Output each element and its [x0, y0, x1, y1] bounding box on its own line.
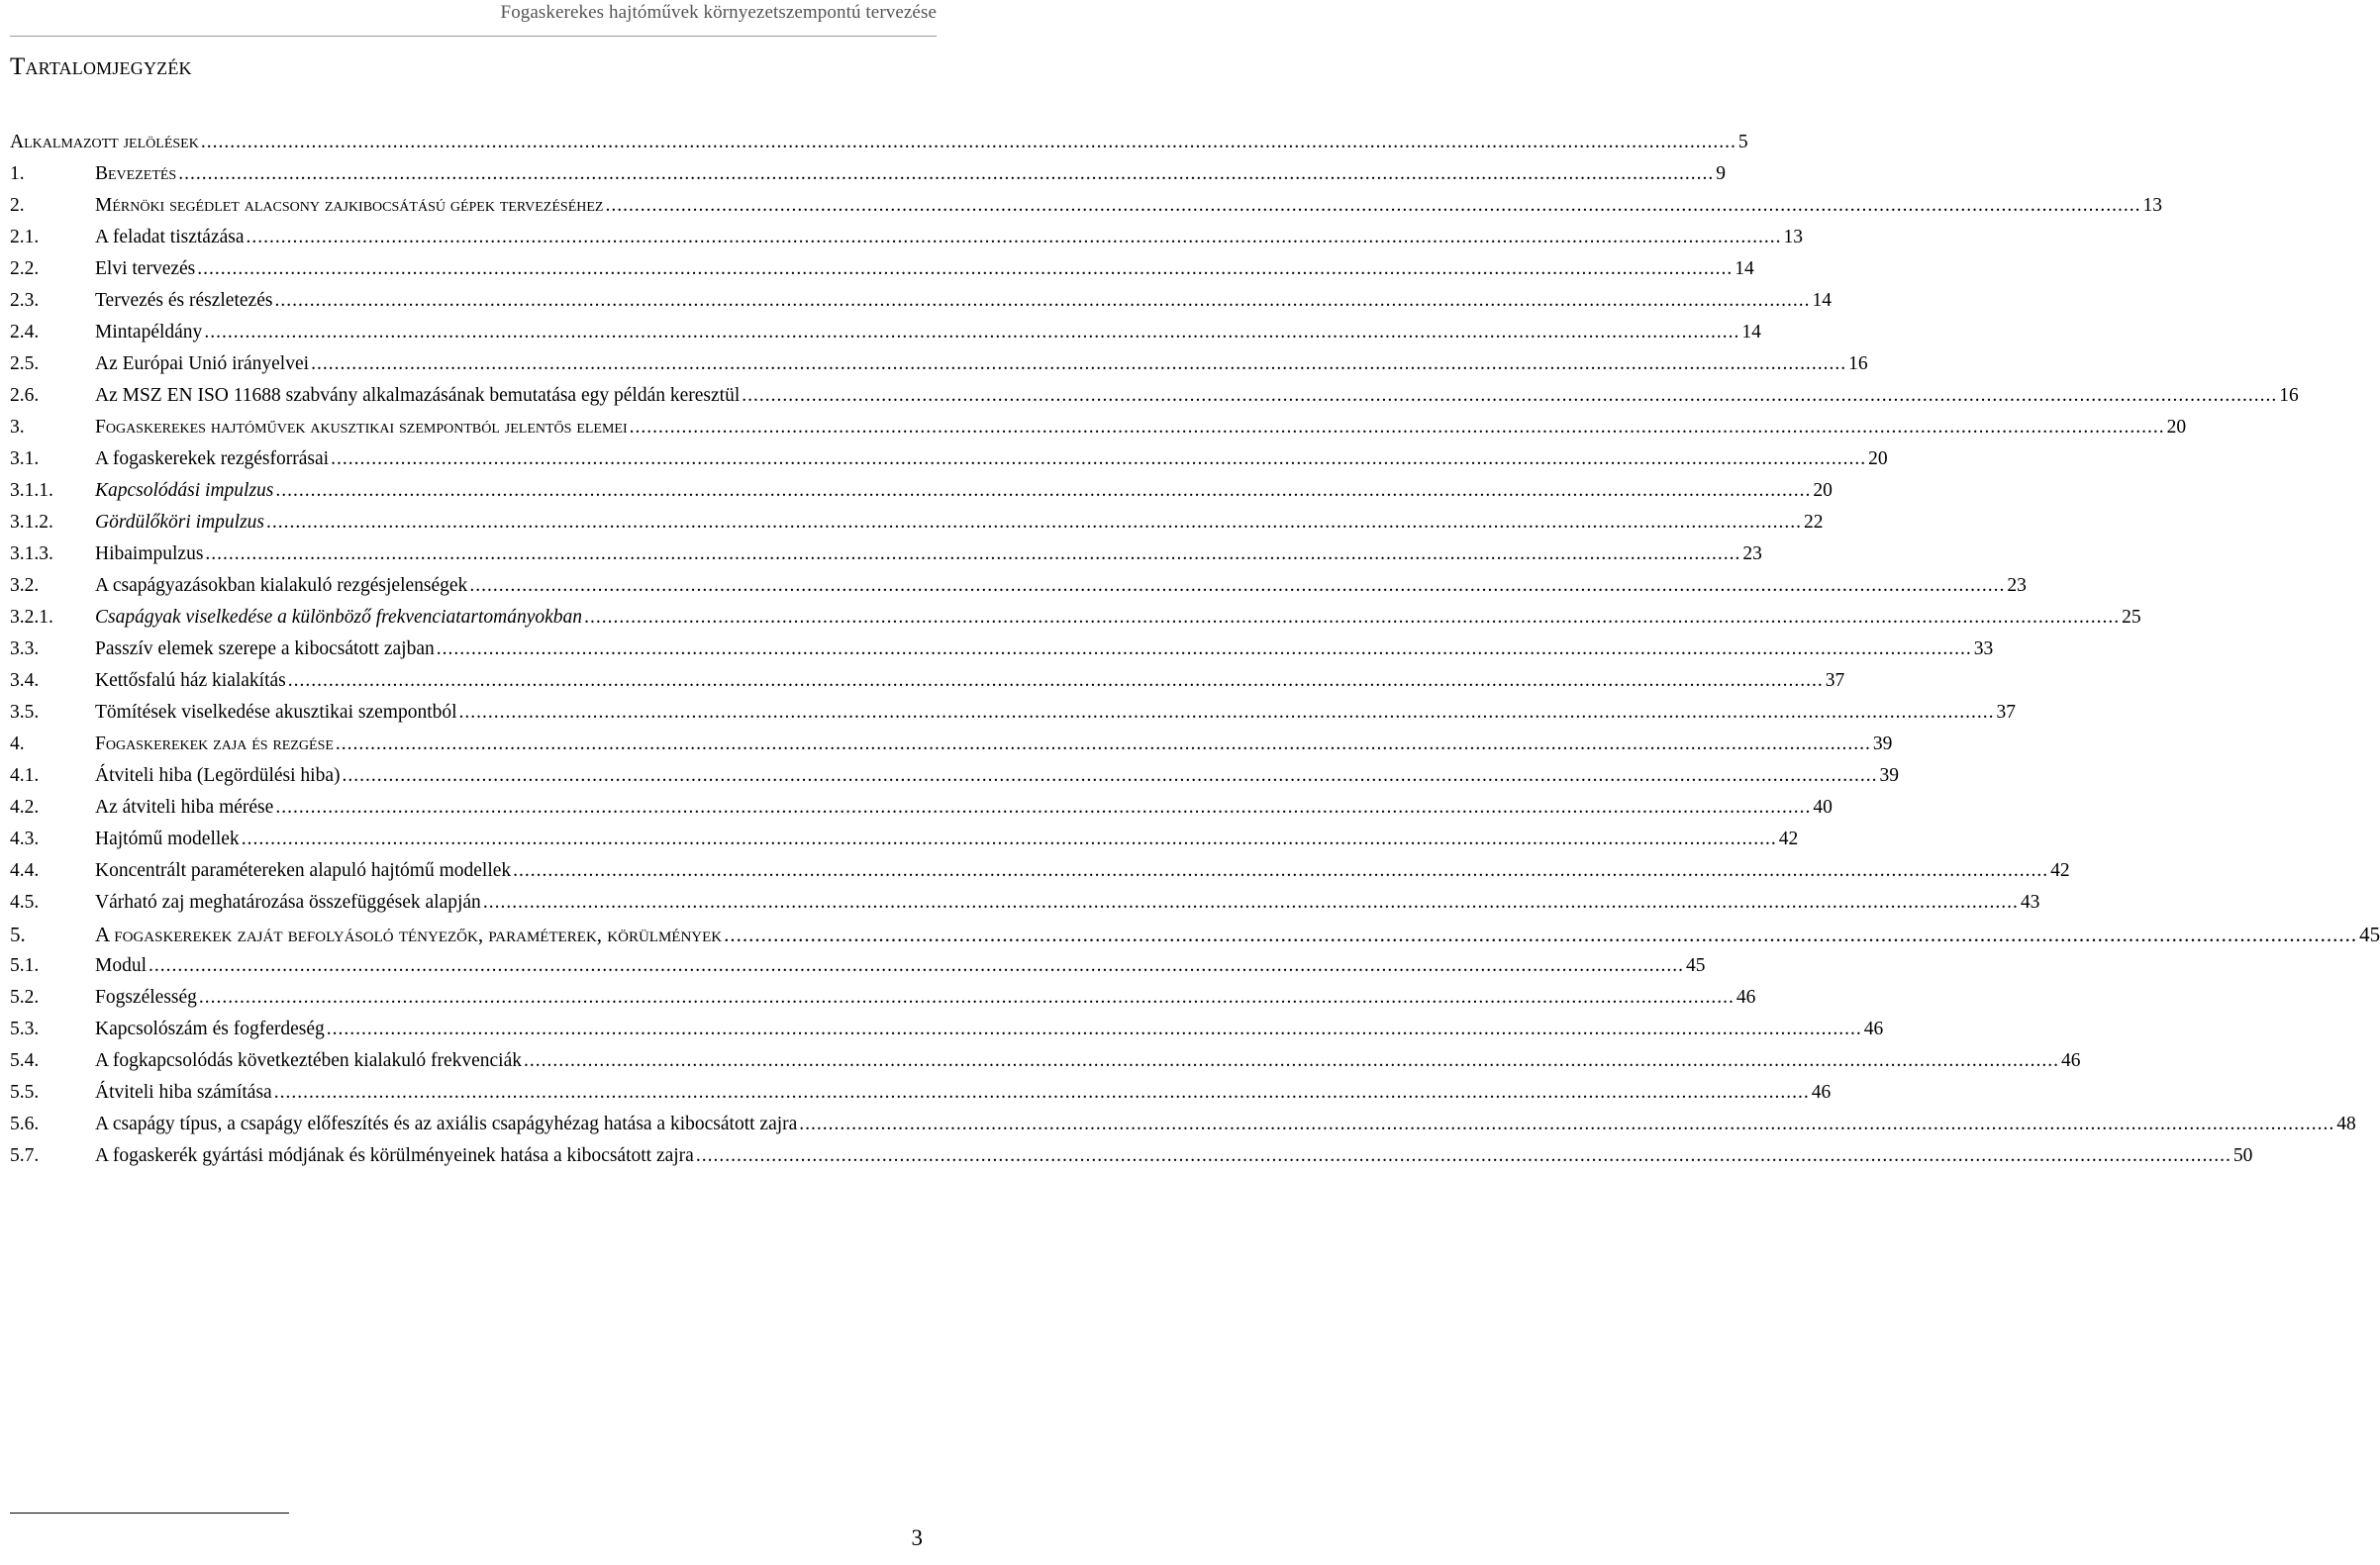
toc-entry[interactable]: [10, 665, 1845, 697]
toc-entry-page: 20: [2166, 417, 2187, 438]
toc-dot-leader: [605, 195, 2140, 217]
toc-dot-leader: [266, 512, 1802, 534]
toc-entry-page: 37: [1825, 670, 1845, 691]
toc-entry-page: 45: [1686, 955, 1706, 976]
toc-dot-leader: [205, 543, 1740, 565]
toc-entry[interactable]: [10, 412, 2187, 443]
toc-dot-leader: [199, 987, 1735, 1009]
footer-rule: [10, 1513, 289, 1514]
toc-dot-leader: [459, 702, 1995, 724]
toc-dot-leader: [584, 607, 2120, 629]
toc-entry[interactable]: [10, 760, 1899, 792]
toc-entry-page: 23: [1742, 543, 1762, 564]
toc-entry-page: 16: [2279, 385, 2299, 406]
toc-entry-title: A feladat tisztázása: [95, 227, 245, 247]
toc-entry-title: A csapágy típus, a csapágy előfeszítés és az axiális csapágyhézag hatása a kibocsátott zajra: [95, 1114, 798, 1134]
toc-entry-title: A fogaskerekek zaját befolyásoló tényezők, paraméterek, körülmények: [95, 922, 723, 946]
toc-entry[interactable]: [10, 1014, 1884, 1045]
toc-entry[interactable]: [10, 634, 1994, 665]
toc-entry-page: 20: [1868, 448, 1888, 469]
toc-entry-title: Passzív elemek szerepe a kibocsátott zajban: [95, 638, 435, 659]
toc-entry-title: A fogaskerék gyártási módjának és körülményeinek hatása a kibocsátott zajra: [95, 1145, 694, 1166]
toc-entry[interactable]: [10, 1077, 1832, 1109]
toc-entry-number: 5.6.: [10, 1114, 40, 1134]
toc-entry-number: 5.2.: [10, 987, 40, 1008]
toc-dot-leader: [331, 448, 1866, 470]
toc-dot-leader: [799, 1114, 2334, 1135]
toc-entry[interactable]: [10, 919, 2380, 950]
toc-dot-leader: [724, 923, 2357, 947]
toc-dot-leader: [336, 734, 1871, 755]
toc-entry-title: A fogaskerekek rezgésforrásai: [95, 448, 330, 469]
toc-entry-title: Alkalmazott jelölések: [10, 132, 199, 152]
toc-entry[interactable]: [10, 507, 1824, 538]
toc-entry-number: 4.5.: [10, 892, 40, 913]
toc-entry-title: Az Európai Unió irányelvei: [95, 353, 310, 374]
toc-entry[interactable]: [10, 380, 2299, 412]
toc-entry[interactable]: [10, 1140, 2253, 1172]
toc-entry-number: 3.1.1.: [10, 480, 53, 501]
toc-entry-number: 4.4.: [10, 860, 40, 881]
toc-dot-leader: [275, 480, 1811, 502]
header-rule: [10, 36, 937, 37]
running-header: Fogaskerekes hajtóművek környezetszempontú tervezése: [500, 2, 937, 23]
toc-entry-page: 33: [1973, 638, 1994, 659]
toc-entry-number: 2.4.: [10, 322, 40, 342]
toc-entry-number: 3.1.2.: [10, 512, 53, 533]
toc-entry-title: Hajtómű modellek: [95, 829, 240, 849]
toc-dot-leader: [275, 797, 1811, 819]
toc-entry-page: 45: [2359, 922, 2380, 946]
toc-dot-leader: [288, 670, 1824, 692]
toc-entry[interactable]: [10, 127, 1748, 158]
toc-dot-leader: [630, 417, 2165, 439]
toc-entry[interactable]: [10, 982, 1756, 1014]
toc-entry-page: 23: [2007, 575, 2027, 596]
toc-entry[interactable]: [10, 729, 1893, 760]
toc-entry[interactable]: [10, 158, 1726, 190]
toc-entry-title: Kettősfalú ház kialakítás: [95, 670, 286, 691]
toc-dot-leader: [201, 132, 1736, 153]
toc-entry-title: A csapágyazásokban kialakuló rezgésjelenségek: [95, 575, 468, 596]
toc-dot-leader: [178, 163, 1714, 185]
toc-entry-page: 46: [1735, 987, 1756, 1008]
toc-entry-number: 2.2.: [10, 258, 40, 279]
toc-dot-leader: [524, 1050, 2059, 1072]
toc-dot-leader: [204, 322, 1739, 343]
toc-entry-title: Bevezetés: [95, 163, 177, 184]
toc-dot-leader: [437, 638, 1972, 660]
toc-entry-page: 46: [1863, 1019, 1884, 1039]
toc-entry-page: 46: [2061, 1050, 2081, 1071]
toc-entry-title: Tervezés és részletezés: [95, 290, 273, 311]
page-number: 3: [911, 1525, 923, 1550]
toc-entry[interactable]: [10, 824, 1799, 855]
toc-entry-number: 3.: [10, 417, 25, 438]
toc-entry[interactable]: [10, 253, 1754, 285]
toc-entry[interactable]: [10, 348, 1868, 380]
toc-entry-number: 2.6.: [10, 385, 40, 406]
toc-entry[interactable]: [10, 570, 2027, 602]
toc-title: Tartalomjegyzék: [10, 53, 192, 80]
toc-entry-title: Kapcsolódási impulzus: [95, 480, 274, 501]
toc-entry-page: 42: [2050, 860, 2070, 881]
toc-entry-title: Kapcsolószám és fogferdeség: [95, 1019, 325, 1039]
toc-entry-title: Fogszélesség: [95, 987, 197, 1008]
toc-entry-page: 50: [2232, 1145, 2253, 1166]
toc-entry[interactable]: [10, 222, 1804, 253]
toc-entry[interactable]: [10, 190, 2162, 222]
toc-entry-title: Hibaimpulzus: [95, 543, 204, 564]
toc-entry-number: 1.: [10, 163, 25, 184]
toc-entry-title: Koncentrált paramétereken alapuló hajtómű modellek: [95, 860, 512, 881]
toc-entry-number: 2.3.: [10, 290, 40, 311]
toc-dot-leader: [327, 1019, 1862, 1040]
toc-entry-page: 43: [2020, 892, 2040, 913]
toc-entry-page: 14: [1741, 322, 1761, 342]
toc-entry-title: Átviteli hiba (Legördülési hiba): [95, 765, 341, 786]
toc-entry-page: 5: [1737, 132, 1748, 152]
toc-dot-leader: [274, 1082, 1810, 1104]
toc-entry[interactable]: [10, 443, 1888, 475]
toc-entry-title: Mintapéldány: [95, 322, 203, 342]
toc-dot-leader: [696, 1145, 2231, 1167]
toc-entry-page: 48: [2336, 1114, 2356, 1134]
toc-entry-title: Mérnöki segédlet alacsony zajkibocsátású gépek tervezéséhez: [95, 195, 604, 216]
toc-dot-leader: [247, 227, 1782, 248]
toc-entry-number: 2.1.: [10, 227, 40, 247]
toc-entry-page: 14: [1812, 290, 1832, 311]
toc-entry-number: 3.1.3.: [10, 543, 53, 564]
toc-entry-number: 3.2.1.: [10, 607, 53, 628]
toc-entry-page: 9: [1716, 163, 1726, 184]
toc-dot-leader: [274, 290, 1810, 312]
toc-entry[interactable]: [10, 950, 1706, 982]
toc-entry-number: 5.1.: [10, 955, 40, 976]
toc-dot-leader: [469, 575, 2005, 597]
toc-entry-number: 5.: [10, 922, 26, 946]
toc-entry[interactable]: [10, 317, 1761, 348]
toc-entry[interactable]: [10, 1109, 2356, 1140]
toc-entry[interactable]: [10, 792, 1833, 824]
toc-entry-number: 5.3.: [10, 1019, 40, 1039]
toc-entry-title: Tömítések viselkedése akusztikai szempontból: [95, 702, 457, 723]
toc-entry-number: 2.: [10, 195, 25, 216]
toc-entry-page: 14: [1735, 258, 1754, 279]
toc-entry-page: 39: [1872, 734, 1893, 754]
toc-dot-leader: [742, 385, 2277, 407]
toc-entry-title: Elvi tervezés: [95, 258, 196, 279]
toc-entry-page: 40: [1813, 797, 1833, 818]
toc-dot-leader: [342, 765, 1877, 787]
toc-entry-title: Az átviteli hiba mérése: [95, 797, 274, 818]
toc-entry-page: 25: [2122, 607, 2141, 628]
toc-entry-title: Modul: [95, 955, 148, 976]
toc-entry[interactable]: [10, 602, 2141, 634]
toc-entry-number: 5.5.: [10, 1082, 40, 1103]
toc-entry-page: 37: [1996, 702, 2017, 723]
toc-entry-number: 2.5.: [10, 353, 40, 374]
toc-entry-number: 5.7.: [10, 1145, 40, 1166]
toc-entry-title: Fogaskerekek zaja és rezgése: [95, 734, 334, 754]
toc-entry-title: Gördülőköri impulzus: [95, 512, 264, 533]
toc-entry-page: 46: [1811, 1082, 1832, 1103]
toc-entry-page: 42: [1778, 829, 1799, 849]
toc-dot-leader: [513, 860, 2048, 882]
toc-entry-title: Az MSZ EN ISO 11688 szabvány alkalmazásának bemutatása egy példán keresztül: [95, 385, 741, 406]
toc-entry[interactable]: [10, 538, 1762, 570]
toc-entry-page: 16: [1848, 353, 1868, 374]
toc-entry-number: 4.: [10, 734, 25, 754]
toc-entry[interactable]: [10, 285, 1832, 317]
toc-dot-leader: [149, 955, 1684, 977]
toc-dot-leader: [311, 353, 1846, 375]
toc-entry-title: Csapágyak viselkedése a különböző frekvenciatartományokban: [95, 607, 583, 628]
toc-entry-number: 3.5.: [10, 702, 40, 723]
toc-dot-leader: [242, 829, 1777, 850]
toc-entry-title: A fogkapcsolódás következtében kialakuló frekvenciák: [95, 1050, 523, 1071]
toc-entry-title: Átviteli hiba számítása: [95, 1082, 272, 1103]
toc-entry-title: Fogaskerekes hajtóművek akusztikai szempontból jelentős elemei: [95, 417, 628, 438]
toc-entry[interactable]: [10, 697, 2017, 729]
toc-entry-page: 13: [2142, 195, 2162, 216]
toc-entry-page: 22: [1804, 512, 1824, 533]
toc-entry-page: 20: [1813, 480, 1833, 501]
toc-entry[interactable]: [10, 1045, 2081, 1077]
toc-entry-number: 4.1.: [10, 765, 40, 786]
toc-dot-leader: [483, 892, 2019, 914]
toc-entry[interactable]: [10, 855, 2070, 887]
toc-entry-number: 4.3.: [10, 829, 40, 849]
toc-entry-title: Várható zaj meghatározása összefüggések alapján: [95, 892, 481, 913]
toc-entry-number: 3.1.: [10, 448, 40, 469]
table-of-contents: [10, 127, 2380, 1172]
toc-entry[interactable]: [10, 475, 1833, 507]
toc-entry-number: 3.2.: [10, 575, 40, 596]
toc-entry-page: 13: [1783, 227, 1804, 247]
toc-entry-number: 3.4.: [10, 670, 40, 691]
toc-entry-number: 4.2.: [10, 797, 40, 818]
toc-entry[interactable]: [10, 887, 2040, 919]
toc-entry-page: 39: [1879, 765, 1899, 786]
toc-entry-number: 5.4.: [10, 1050, 40, 1071]
toc-entry-number: 3.3.: [10, 638, 40, 659]
toc-dot-leader: [197, 258, 1733, 280]
